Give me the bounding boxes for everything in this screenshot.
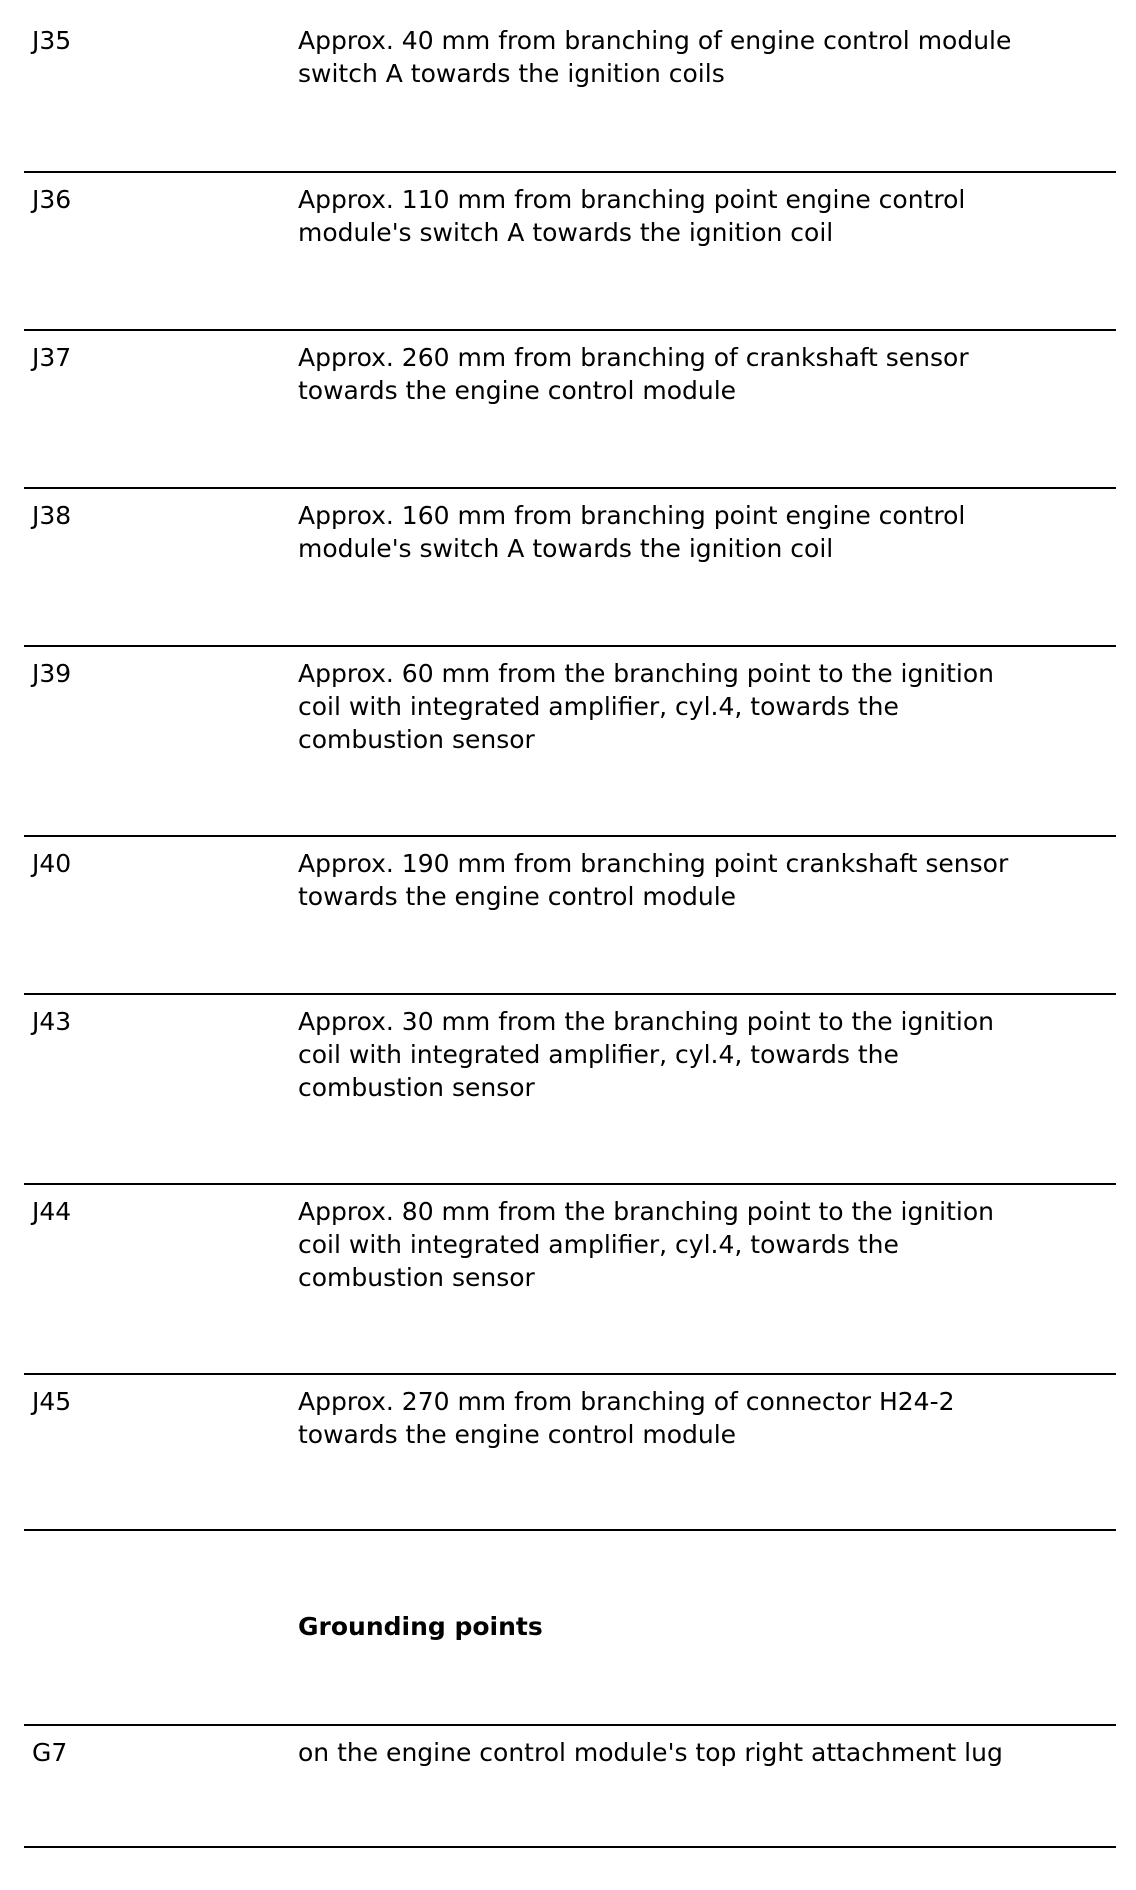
row-divider	[24, 645, 1116, 647]
entry-description: Approx. 260 mm from branching of crankshaft sensor towards the engine control module	[298, 343, 969, 405]
entry-code: J37	[32, 343, 72, 372]
section-heading: Grounding points	[298, 1612, 543, 1641]
row-divider	[24, 1724, 1116, 1726]
entry-code: J36	[32, 185, 72, 214]
entry-description: on the engine control module's top right attachment lug	[298, 1738, 1003, 1767]
entry-description: Approx. 30 mm from the branching point to the ignition coil with integrated amplifier, cyl.4, towards the combustion sensor	[298, 1007, 995, 1102]
row-divider	[24, 993, 1116, 995]
row-divider	[24, 835, 1116, 837]
entry-description: Approx. 80 mm from the branching point to the ignition coil with integrated amplifier, cyl.4, towards the combustion sensor	[298, 1197, 995, 1292]
row-divider	[24, 487, 1116, 489]
entry-code: J38	[32, 501, 72, 530]
entry-code: J45	[32, 1387, 72, 1416]
entry-code: J35	[32, 26, 72, 55]
entry-description: Approx. 270 mm from branching of connector H24-2 towards the engine control module	[298, 1387, 955, 1449]
row-divider	[24, 1373, 1116, 1375]
entry-code: J39	[32, 659, 72, 688]
entry-description: Approx. 190 mm from branching point crankshaft sensor towards the engine control module	[298, 849, 1009, 911]
entry-description: Approx. 40 mm from branching of engine control module switch A towards the ignition coils	[298, 26, 1012, 88]
row-divider	[24, 1529, 1116, 1531]
entry-description: Approx. 60 mm from the branching point to the ignition coil with integrated amplifier, cyl.4, towards the combustion sensor	[298, 659, 995, 754]
entry-description: Approx. 160 mm from branching point engine control module's switch A towards the ignition coil	[298, 501, 966, 563]
row-divider	[24, 1183, 1116, 1185]
entry-code: G7	[32, 1738, 68, 1767]
entry-description: Approx. 110 mm from branching point engine control module's switch A towards the ignition coil	[298, 185, 966, 247]
entry-code: J44	[32, 1197, 72, 1226]
row-divider	[24, 329, 1116, 331]
entry-code: J40	[32, 849, 72, 878]
row-divider	[24, 1846, 1116, 1848]
row-divider	[24, 171, 1116, 173]
entry-code: J43	[32, 1007, 72, 1036]
